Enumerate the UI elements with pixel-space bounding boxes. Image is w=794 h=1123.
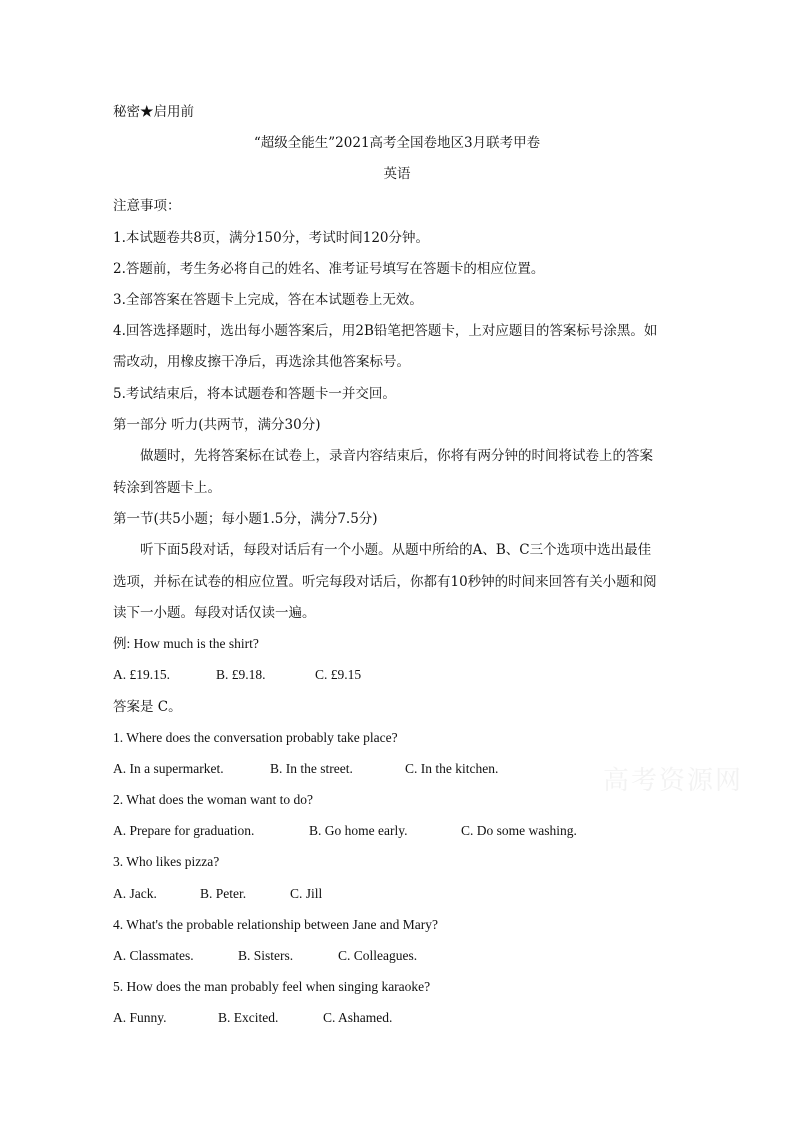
question-4: 4. What's the probable relationship between Jane and Mary? (113, 917, 438, 932)
subject-title: 英语 (383, 166, 411, 182)
question-3-option-c: C. Jill (290, 886, 323, 901)
question-1-option-a: A. In a supermarket. (113, 761, 224, 776)
part1-instruction-line2: 转涂到答题卡上。 (113, 480, 221, 496)
note-item-3: 3.全部答案在答题卡上完成，答在本试题卷上无效。 (113, 292, 423, 308)
question-2-option-b: B. Go home early. (309, 823, 408, 838)
question-4-option-c: C. Colleagues. (338, 948, 418, 963)
note-item-5: 5.考试结束后，将本试题卷和答题卡一并交回。 (113, 386, 396, 402)
section1-title: 第一节(共5小题；每小题1.5分，满分7.5分) (113, 511, 378, 527)
question-3-option-b: B. Peter. (200, 886, 247, 901)
question-2-option-a: A. Prepare for graduation. (113, 823, 255, 838)
question-1-option-c: C. In the kitchen. (405, 761, 499, 776)
example-question: 例: How much is the shirt? (113, 636, 259, 651)
watermark-text: 高考资源网 (603, 766, 744, 796)
example-answer: 答案是 C。 (113, 699, 182, 715)
example-option-a: A. £19.15. (113, 667, 170, 682)
question-3: 3. Who likes pizza? (113, 854, 220, 869)
section1-line2: 选项，并标在试卷的相应位置。听完每段对话后，你都有10秒钟的时间来回答有关小题和阅 (113, 574, 657, 590)
example-option-b: B. £9.18. (216, 667, 266, 682)
question-5-option-c: C. Ashamed. (323, 1010, 393, 1025)
exam-title: “超级全能生”2021高考全国卷地区3月联考甲卷 (253, 135, 541, 151)
note-item-2: 2.答题前，考生务必将自己的姓名、准考证号填写在答题卡的相应位置。 (113, 261, 545, 277)
question-1: 1. Where does the conversation probably take place? (113, 730, 398, 745)
question-2-option-c: C. Do some washing. (461, 823, 577, 838)
section1-line1: 听下面5段对话，每段对话后有一个小题。从题中所给的A、B、C三个选项中选出最佳 (140, 542, 652, 558)
confidential-label: 秘密★启用前 (113, 104, 194, 120)
part1-instruction-line1: 做题时，先将答案标在试卷上，录音内容结束后，你将有两分钟的时间将试卷上的答案 (140, 448, 653, 464)
question-4-option-a: A. Classmates. (113, 948, 194, 963)
question-1-option-b: B. In the street. (270, 761, 353, 776)
note-item-1: 1.本试题卷共8页，满分150分，考试时间120分钟。 (113, 230, 430, 246)
notes-title: 注意事项： (113, 198, 181, 214)
example-option-c: C. £9.15 (315, 667, 362, 682)
part1-title: 第一部分 听力(共两节，满分30分) (113, 417, 321, 433)
question-4-option-b: B. Sisters. (238, 948, 294, 963)
section1-line3: 读下一小题。每段对话仅读一遍。 (113, 605, 316, 621)
note-item-4: 4.回答选择题时，选出每小题答案后，用2B铅笔把答题卡，上对应题目的答案标号涂黑。如 (113, 323, 658, 339)
question-3-option-a: A. Jack. (113, 886, 157, 901)
question-2: 2. What does the woman want to do? (113, 792, 313, 807)
note-item-4-continued: 需改动，用橡皮擦干净后，再选涂其他答案标号。 (113, 354, 410, 370)
question-5-option-a: A. Funny. (113, 1010, 167, 1025)
question-5: 5. How does the man probably feel when singing karaoke? (113, 979, 431, 994)
question-5-option-b: B. Excited. (218, 1010, 279, 1025)
